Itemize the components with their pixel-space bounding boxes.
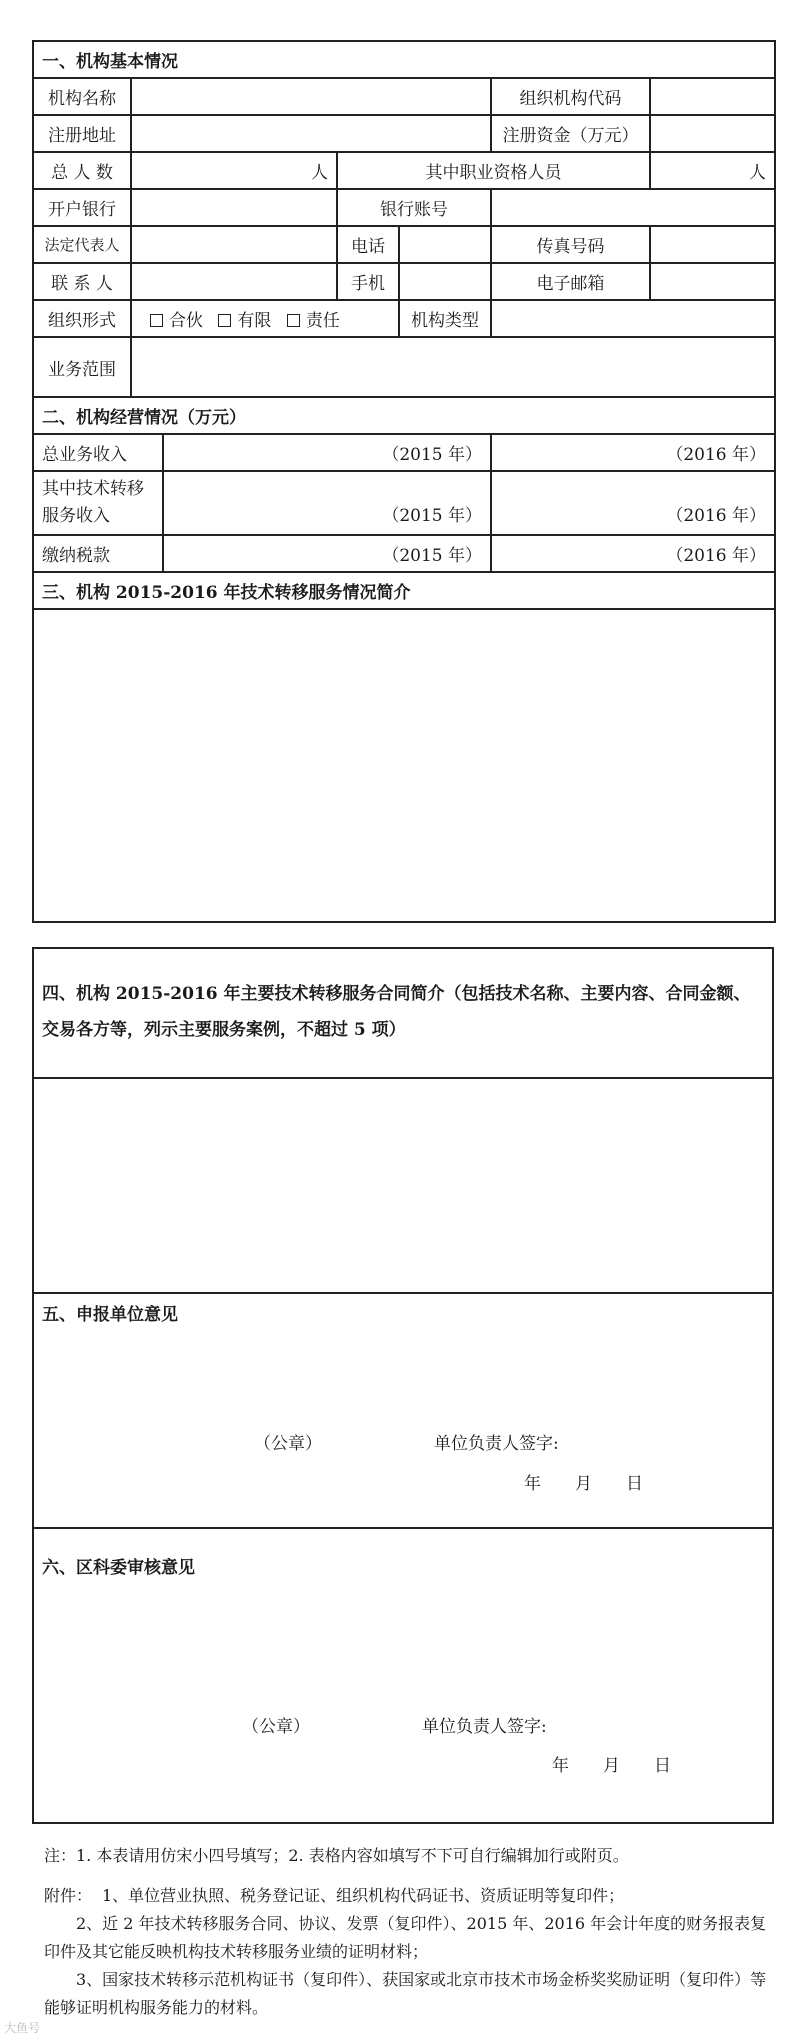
email-field[interactable] <box>650 263 775 300</box>
contract-summary-field[interactable] <box>33 1078 773 1293</box>
checkbox-liability[interactable] <box>287 314 300 327</box>
label-tax-paid: 缴纳税款 <box>33 535 163 572</box>
tax-2016-field[interactable]: （2016 年） <box>491 535 775 572</box>
attachments-label: 附件： <box>44 1886 93 1905</box>
signature-label: 单位负责人签字: <box>422 1717 547 1737</box>
label-bank: 开户银行 <box>33 189 131 226</box>
official-seal-label: （公章） <box>242 1717 310 1737</box>
section-1-title: 一、机构基本情况 <box>33 41 775 78</box>
option-partnership: 合伙 <box>169 311 203 331</box>
option-limited: 有限 <box>237 311 272 331</box>
option-liability: 责任 <box>305 311 340 331</box>
fax-field[interactable] <box>650 226 775 263</box>
official-seal-label: （公章） <box>254 1434 322 1454</box>
section-3-title: 三、机构 2015-2016 年技术转移服务情况简介 <box>33 572 775 609</box>
org-form-options <box>131 300 399 337</box>
revenue-2015-field[interactable]: （2015 年） <box>163 434 491 471</box>
revenue-2016-field[interactable]: （2016 年） <box>491 434 775 471</box>
capital-field[interactable] <box>650 115 775 152</box>
date-label: 年 月 日 <box>524 1474 643 1494</box>
attachment-3: 3、国家技术转移示范机构证书（复印件）、获国家或北京市技术市场金桥奖奖励证明（复印件）等能够证明机构服务能力的材料。 <box>44 1970 767 2017</box>
section-2-title: 二、机构经营情况（万元） <box>33 397 775 434</box>
label-business-scope: 业务范围 <box>33 337 131 397</box>
section-4-title: 四、机构 2015-2016 年主要技术转移服务合同简介（包括技术名称、主要内容、合同金额、交易各方等，列示主要服务案例，不超过 5 项） <box>33 948 773 1078</box>
total-staff-field[interactable] <box>131 152 337 189</box>
form-note: 注：1. 本表请用仿宋小四号填写；2. 表格内容如填写不下可自行编辑加行或附页。 <box>44 1846 629 1865</box>
tt-revenue-2016-field[interactable]: （2016 年） <box>491 471 775 535</box>
attachments <box>44 1882 774 2022</box>
district-review-cell <box>33 1528 773 1823</box>
label-contact: 联 系 人 <box>33 263 131 300</box>
label-total-staff: 总 人 数 <box>33 152 131 189</box>
label-legal-rep: 法定代表人 <box>33 226 131 263</box>
applicant-opinion-cell <box>33 1293 773 1528</box>
org-name-field[interactable] <box>131 78 491 115</box>
label-qualified-staff: 其中职业资格人员 <box>337 152 650 189</box>
legal-rep-field[interactable] <box>131 226 337 263</box>
checkbox-partnership[interactable] <box>150 314 163 327</box>
section-5-title: 五、申报单位意见 <box>42 1305 178 1325</box>
basic-info-table <box>32 40 776 923</box>
mobile-field[interactable] <box>399 263 491 300</box>
date-label: 年 月 日 <box>552 1756 671 1776</box>
bank-field[interactable] <box>131 189 337 226</box>
attachment-2: 2、近 2 年技术转移服务合同、协议、发票（复印件）、2015 年、2016 年会计年度的财务报表复印件及其它能反映机构技术转移服务业绩的证明材料； <box>44 1914 767 1961</box>
label-mobile: 手机 <box>337 263 399 300</box>
label-address: 注册地址 <box>33 115 131 152</box>
opinion-table <box>32 947 774 1824</box>
label-tech-transfer-revenue: 其中技术转移服务收入 <box>33 471 163 535</box>
section-6-title: 六、区科委审核意见 <box>42 1558 195 1578</box>
tt-revenue-2015-field[interactable]: （2015 年） <box>163 471 491 535</box>
label-org-form: 组织形式 <box>33 300 131 337</box>
business-scope-field[interactable] <box>131 337 775 397</box>
account-field[interactable] <box>491 189 775 226</box>
phone-field[interactable] <box>399 226 491 263</box>
unit-person: 人 <box>749 163 766 183</box>
checkbox-limited[interactable] <box>218 314 231 327</box>
label-org-name: 机构名称 <box>33 78 131 115</box>
label-fax: 传真号码 <box>491 226 650 263</box>
qualified-staff-field[interactable] <box>650 152 775 189</box>
label-phone: 电话 <box>337 226 399 263</box>
attachment-1: 1、单位营业执照、税务登记证、组织机构代码证书、资质证明等复印件； <box>102 1886 625 1905</box>
label-account: 银行账号 <box>337 189 491 226</box>
signature-label: 单位负责人签字: <box>434 1434 559 1454</box>
label-total-revenue: 总业务收入 <box>33 434 163 471</box>
org-type-field[interactable] <box>491 300 775 337</box>
label-org-code: 组织机构代码 <box>491 78 650 115</box>
unit-person: 人 <box>311 163 328 183</box>
contact-field[interactable] <box>131 263 337 300</box>
label-email: 电子邮箱 <box>491 263 650 300</box>
address-field[interactable] <box>131 115 491 152</box>
label-capital: 注册资金（万元） <box>491 115 650 152</box>
service-summary-field[interactable] <box>33 609 775 922</box>
label-org-type: 机构类型 <box>399 300 491 337</box>
org-code-field[interactable] <box>650 78 775 115</box>
watermark: 大鱼号 <box>4 2021 41 2035</box>
tax-2015-field[interactable]: （2015 年） <box>163 535 491 572</box>
